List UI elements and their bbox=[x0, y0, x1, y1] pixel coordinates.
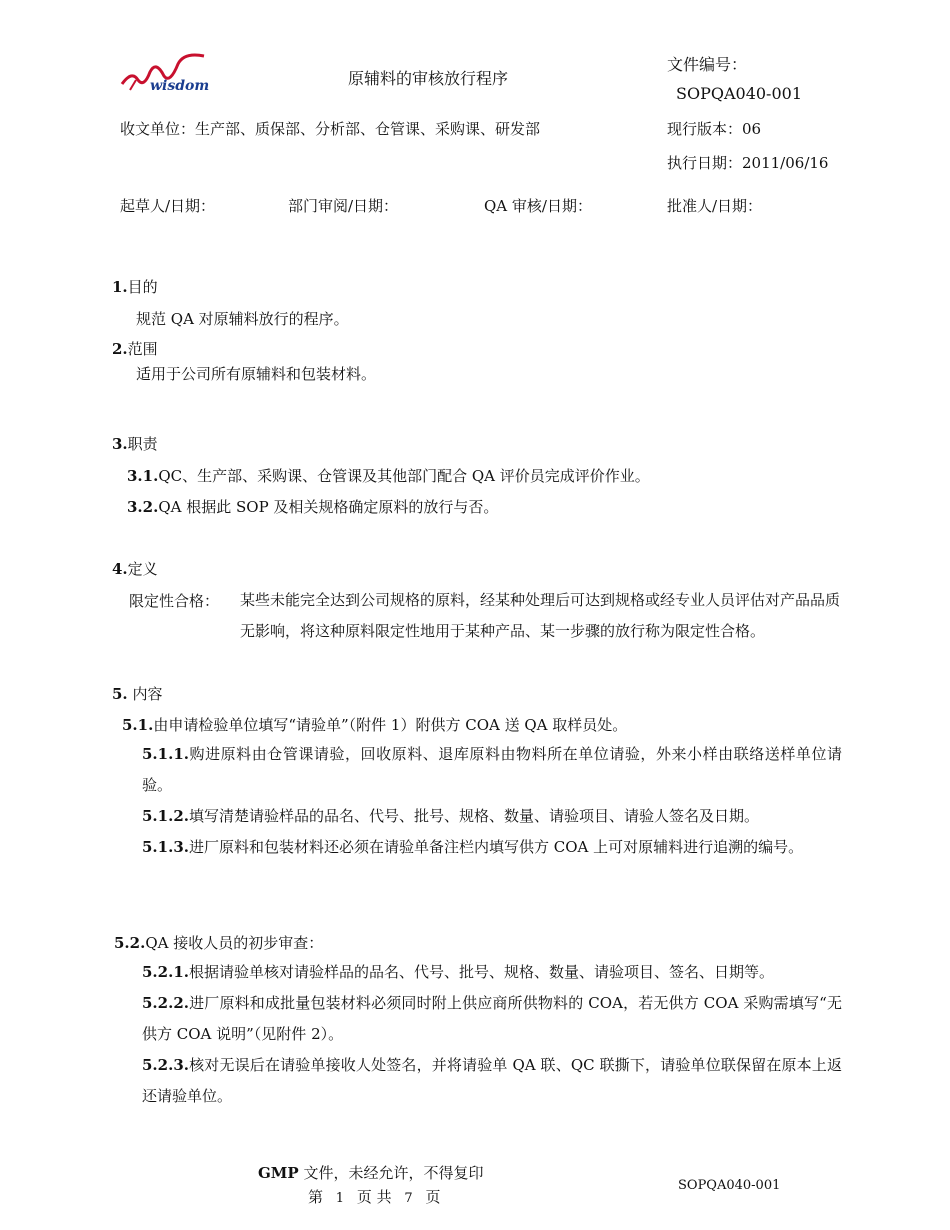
section-5-1-2-number: 5.1.2. bbox=[142, 807, 189, 825]
wisdom-logo bbox=[120, 50, 210, 98]
section-5-2-3-text: 核对无误后在请验单接收人处签名，并将请验单 QA 联、QC 联撕下，请验单位联保留在原本上返还请验单位。 bbox=[142, 1056, 842, 1105]
footer-page-indicator bbox=[308, 1186, 441, 1207]
section-5-1-number: 5.1. bbox=[122, 716, 154, 734]
section-5-2-2-text: 进厂原料和成批量包装材料必须同时附上供应商所供物料的 COA，若无供方 COA 采购需填写“无供方 COA 说明”（见附件 2）。 bbox=[142, 994, 842, 1043]
section-5-title: 内容 bbox=[132, 685, 163, 703]
footer-gmp-label: GMP bbox=[258, 1164, 299, 1182]
section-3-2-number: 3.2. bbox=[127, 498, 159, 516]
section-5-1-3-number: 5.1.3. bbox=[142, 838, 189, 856]
section-5-1-3-text: 进厂原料和包装材料还必须在请验单备注栏内填写供方 COA 上可对原辅料进行追溯的编号。 bbox=[188, 838, 804, 856]
section-5-1-1-text: 购进原料由仓管课请验，回收原料、退库原料由物料所在单位请验，外来小样由联络送样单位请验。 bbox=[142, 745, 842, 794]
definition-text: 某些未能完全达到公司规格的原料，经某种处理后可达到规格或经专业人员评估对产品品质无影响，将这种原料限定性地用于某种产品、某一步骤的放行称为限定性合格。 bbox=[240, 591, 841, 640]
page-suffix: 页 bbox=[425, 1188, 441, 1206]
section-5-1-1-number: 5.1.1. bbox=[142, 745, 189, 763]
drafter-date: 起草人/日期： bbox=[120, 197, 216, 215]
section-5-1-3 bbox=[142, 832, 842, 863]
approver-date: 批准人/日期： bbox=[667, 197, 763, 215]
section-1-number: 1. bbox=[112, 278, 128, 296]
footer-gmp-text: 文件，未经允许，不得复印 bbox=[298, 1164, 484, 1182]
section-5-2-number: 5.2. bbox=[114, 934, 146, 952]
section-1-title: 目的 bbox=[127, 278, 158, 296]
section-2-number: 2. bbox=[112, 340, 128, 358]
qa-review-date: QA 审核/日期： bbox=[484, 197, 592, 215]
section-3-2 bbox=[127, 496, 498, 517]
section-4-number: 4. bbox=[112, 560, 128, 578]
section-3-title: 职责 bbox=[127, 435, 158, 453]
section-2-text: 适用于公司所有原辅料和包装材料。 bbox=[136, 365, 377, 383]
section-5-1 bbox=[122, 714, 627, 735]
section-5-1-text: 由申请检验单位填写“请验单”（附件 1）附供方 COA 送 QA 取样员处。 bbox=[153, 716, 628, 734]
section-2-title: 范围 bbox=[127, 340, 158, 358]
footer-doc-number: SOPQA040-001 bbox=[678, 1178, 781, 1193]
section-5-1-2-text: 填写清楚请验样品的品名、代号、批号、规格、数量、请验项目、请验人签名及日期。 bbox=[188, 807, 759, 825]
section-5-heading bbox=[112, 683, 162, 704]
section-5-2-2-number: 5.2.2. bbox=[142, 994, 189, 1012]
page-number: 1 bbox=[335, 1191, 345, 1206]
section-3-heading bbox=[112, 433, 158, 454]
section-5-2-1 bbox=[142, 957, 842, 988]
current-version: 现行版本：06 bbox=[667, 120, 762, 138]
section-3-2-text: QA 根据此 SOP 及相关规格确定原料的放行与否。 bbox=[158, 498, 499, 516]
section-5-2 bbox=[114, 932, 323, 953]
effective-date: 执行日期：2011/06/16 bbox=[667, 154, 829, 172]
section-5-2-3 bbox=[142, 1050, 842, 1112]
section-3-1 bbox=[127, 465, 650, 486]
section-5-2-1-number: 5.2.1. bbox=[142, 963, 189, 981]
recipients: 收文单位：生产部、质保部、分析部、仓管课、采购课、研发部 bbox=[120, 120, 541, 138]
page-prefix: 第 bbox=[308, 1188, 324, 1206]
section-5-2-3-number: 5.2.3. bbox=[142, 1056, 189, 1074]
section-1-text: 规范 QA 对原辅料放行的程序。 bbox=[136, 310, 349, 328]
section-5-2-2 bbox=[142, 988, 842, 1050]
doc-number: SOPQA040-001 bbox=[676, 84, 802, 103]
section-3-number: 3. bbox=[112, 435, 128, 453]
section-2-heading bbox=[112, 338, 158, 359]
section-5-1-2 bbox=[142, 801, 842, 832]
section-3-1-text: QC、生产部、采购课、仓管课及其他部门配合 QA 评价员完成评价作业。 bbox=[158, 467, 650, 485]
page-mid: 页 共 bbox=[356, 1188, 392, 1206]
footer-gmp-notice bbox=[258, 1162, 483, 1183]
section-4-title: 定义 bbox=[127, 560, 158, 578]
definition-term: 限定性合格： bbox=[129, 592, 220, 610]
doc-number-label: 文件编号： bbox=[667, 55, 748, 74]
page-total: 7 bbox=[404, 1191, 413, 1206]
document-title: 原辅料的审核放行程序 bbox=[348, 69, 509, 88]
section-4-heading bbox=[112, 558, 158, 579]
section-5-number: 5. bbox=[112, 685, 128, 703]
dept-review-date: 部门审阅/日期： bbox=[288, 197, 399, 215]
section-5-1-1 bbox=[142, 739, 842, 801]
section-5-2-text: QA 接收人员的初步审查： bbox=[145, 934, 324, 952]
section-1-heading bbox=[112, 276, 158, 297]
section-5-2-1-text: 根据请验单核对请验样品的品名、代号、批号、规格、数量、请验项目、签名、日期等。 bbox=[188, 963, 774, 981]
section-3-1-number: 3.1. bbox=[127, 467, 159, 485]
logo-text: wisdom bbox=[150, 78, 210, 94]
